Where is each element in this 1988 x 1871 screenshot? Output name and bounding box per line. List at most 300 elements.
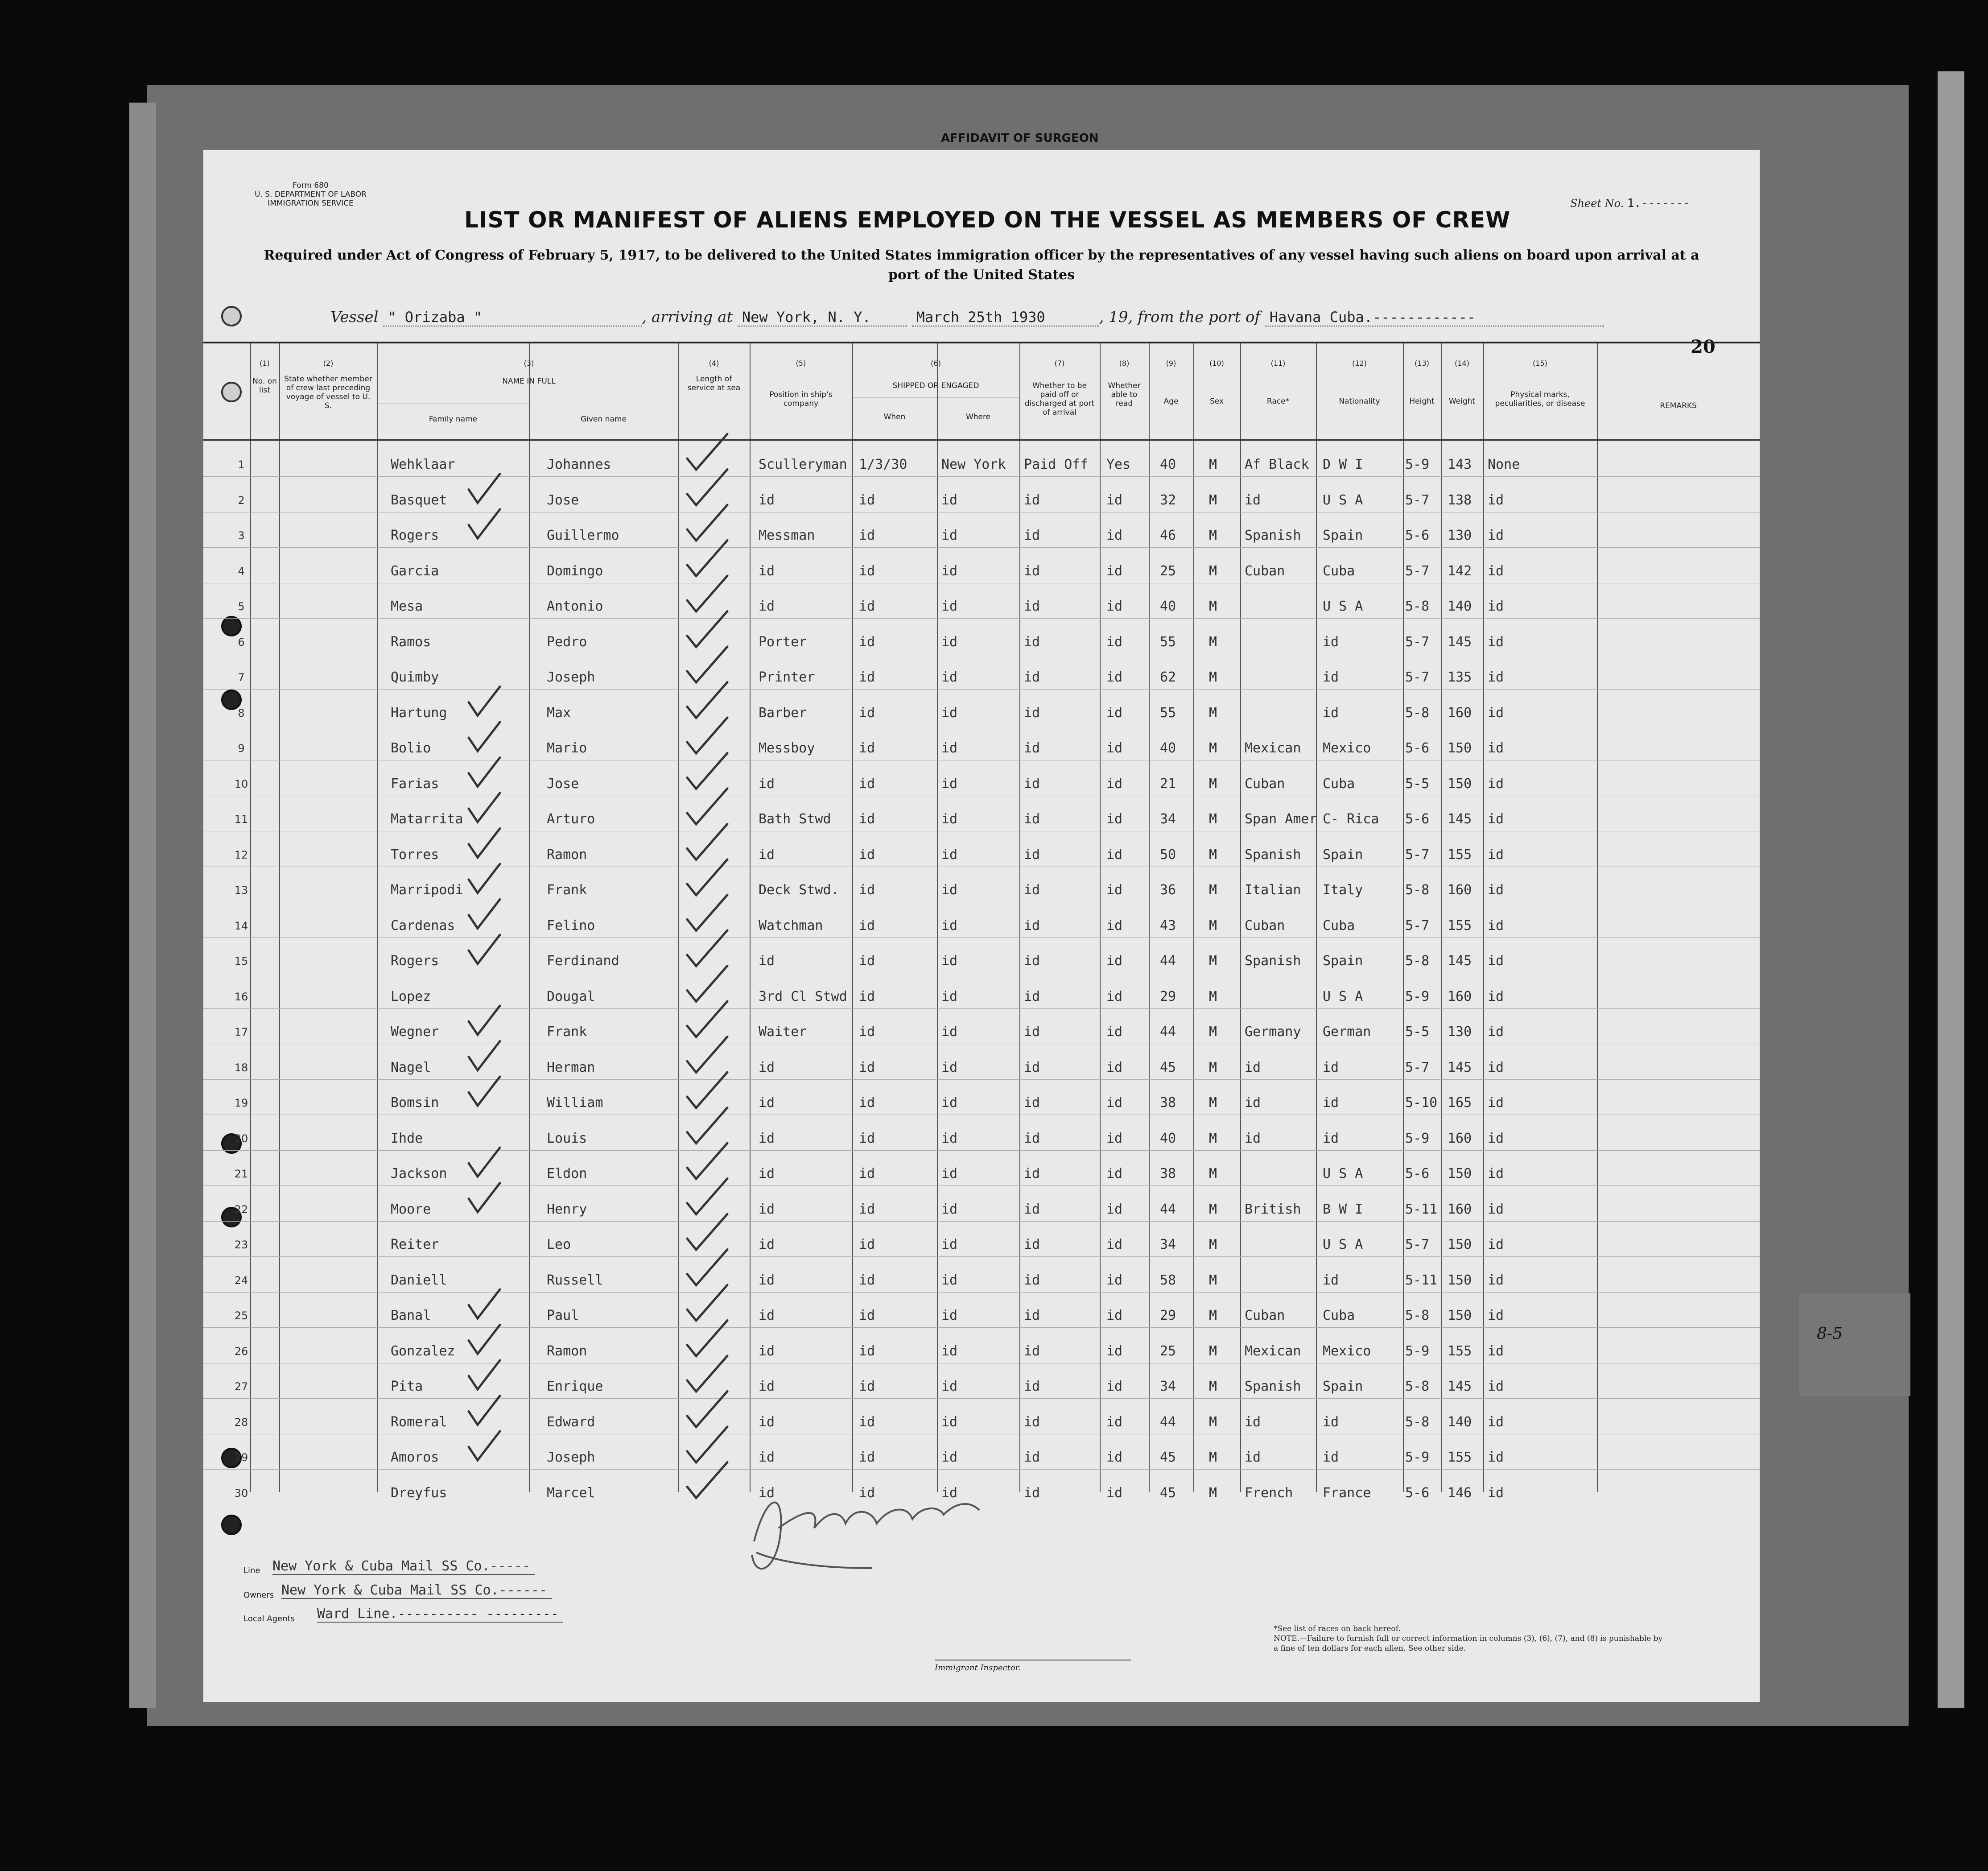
cell-paid: id bbox=[1024, 599, 1040, 614]
cell-age: 62 bbox=[1160, 669, 1176, 685]
cell-when: id bbox=[859, 1414, 875, 1430]
cell-sex: M bbox=[1209, 1450, 1217, 1465]
cell-paid: id bbox=[1024, 1237, 1040, 1252]
cell-race: id bbox=[1245, 1130, 1261, 1146]
cell-read: id bbox=[1106, 847, 1123, 863]
cell-height: 5-7 bbox=[1405, 563, 1430, 579]
cell-sex: M bbox=[1209, 882, 1217, 898]
cell-position: id bbox=[759, 1237, 775, 1252]
cell-family: Rogers bbox=[391, 528, 439, 543]
cell-given: Joseph bbox=[547, 669, 595, 685]
col-header-weight: Weight bbox=[1448, 397, 1476, 406]
cell-height: 5-7 bbox=[1405, 1059, 1430, 1075]
cell-paid: id bbox=[1024, 1166, 1040, 1181]
cell-nationality: U S A bbox=[1323, 492, 1363, 508]
cell-race: Af Black bbox=[1245, 457, 1309, 472]
cell-height: 5-7 bbox=[1405, 1237, 1430, 1252]
cell-paid: Paid Off bbox=[1024, 457, 1089, 472]
cell-when: 1/3/30 bbox=[859, 457, 907, 472]
footnote-penalty: NOTE.—Failure to furnish full or correct information in columns (3), (6), (7), and (8) is punishable by a fine of ten dollars for each alien. See other side. bbox=[1274, 1634, 1663, 1653]
cell-nationality: Cuba bbox=[1323, 776, 1355, 792]
cell-when: id bbox=[859, 1237, 875, 1252]
cell-weight: 150 bbox=[1448, 1166, 1472, 1181]
cell-sex: M bbox=[1209, 1343, 1217, 1359]
cell-when: id bbox=[859, 1059, 875, 1075]
cell-marks: id bbox=[1488, 1166, 1504, 1181]
cell-age: 29 bbox=[1160, 988, 1176, 1004]
cell-family: Garcia bbox=[391, 563, 439, 579]
col-header-name: NAME IN FULL bbox=[502, 377, 556, 386]
cell-no: 17 bbox=[234, 1026, 248, 1038]
cell-weight: 140 bbox=[1448, 599, 1472, 614]
cell-weight: 150 bbox=[1448, 1272, 1472, 1288]
cell-weight: 130 bbox=[1448, 1024, 1472, 1040]
cell-read: id bbox=[1106, 563, 1123, 579]
cell-no: 29 bbox=[234, 1451, 248, 1464]
cell-given: Jose bbox=[547, 776, 579, 792]
cell-height: 5-6 bbox=[1405, 740, 1430, 756]
cell-read: id bbox=[1106, 1414, 1123, 1430]
cell-position: Messboy bbox=[759, 740, 815, 756]
cell-position: Printer bbox=[759, 669, 815, 685]
cell-family: Ramos bbox=[391, 634, 431, 650]
cell-sex: M bbox=[1209, 811, 1217, 827]
cell-no: 22 bbox=[234, 1203, 248, 1216]
cell-weight: 145 bbox=[1448, 1379, 1472, 1394]
cell-family: Wegner bbox=[391, 1024, 439, 1040]
cell-height: 5-10 bbox=[1405, 1095, 1438, 1111]
manifest-sheet bbox=[203, 149, 1760, 1702]
cell-sex: M bbox=[1209, 1414, 1217, 1430]
cell-position: 3rd Cl Stwd bbox=[759, 988, 847, 1004]
cell-sex: M bbox=[1209, 634, 1217, 650]
cell-sex: M bbox=[1209, 740, 1217, 756]
cell-family: Farias bbox=[391, 776, 439, 792]
cell-nationality: Spain bbox=[1323, 953, 1363, 969]
cell-age: 44 bbox=[1160, 1201, 1176, 1217]
cell-when: id bbox=[859, 1130, 875, 1146]
cell-height: 5-9 bbox=[1405, 988, 1430, 1004]
col-num: (14) bbox=[1455, 359, 1469, 368]
cell-where: id bbox=[941, 634, 958, 650]
cell-height: 5-8 bbox=[1405, 882, 1430, 898]
cell-where: id bbox=[941, 1095, 958, 1111]
cell-paid: id bbox=[1024, 1024, 1040, 1040]
cell-marks: id bbox=[1488, 953, 1504, 969]
cell-position: id bbox=[759, 1450, 775, 1465]
cell-family: Daniell bbox=[391, 1272, 447, 1288]
cell-where: id bbox=[941, 563, 958, 579]
cell-age: 40 bbox=[1160, 1130, 1176, 1146]
cell-given: Herman bbox=[547, 1059, 595, 1075]
cell-family: Bomsin bbox=[391, 1095, 439, 1111]
col-num: (2) bbox=[323, 359, 334, 368]
cell-when: id bbox=[859, 1450, 875, 1465]
cell-age: 40 bbox=[1160, 599, 1176, 614]
cell-where: id bbox=[941, 1485, 958, 1501]
cell-age: 44 bbox=[1160, 1024, 1176, 1040]
table-row bbox=[203, 833, 1760, 868]
cell-read: Yes bbox=[1106, 457, 1131, 472]
cell-weight: 150 bbox=[1448, 1308, 1472, 1323]
table-row bbox=[203, 1471, 1760, 1506]
cell-family: Matarrita bbox=[391, 811, 463, 827]
cell-height: 5-9 bbox=[1405, 1343, 1430, 1359]
table-row bbox=[203, 442, 1760, 478]
cell-height: 5-8 bbox=[1405, 599, 1430, 614]
cell-marks: id bbox=[1488, 1343, 1504, 1359]
departure-port: Havana Cuba.------------ bbox=[1265, 309, 1604, 326]
cell-when: id bbox=[859, 1201, 875, 1217]
cell-sex: M bbox=[1209, 1237, 1217, 1252]
cell-where: id bbox=[941, 847, 958, 863]
cell-age: 25 bbox=[1160, 563, 1176, 579]
cell-no: 20 bbox=[234, 1132, 248, 1145]
row-rule bbox=[203, 547, 1760, 548]
table-row bbox=[203, 1081, 1760, 1116]
cell-sex: M bbox=[1209, 988, 1217, 1004]
cell-position: Waiter bbox=[759, 1024, 807, 1040]
cell-where: id bbox=[941, 669, 958, 685]
col-header-previous-voyage: State whether member of crew last preceding voyage of vessel to U. S. bbox=[284, 375, 372, 410]
cell-position: id bbox=[759, 1201, 775, 1217]
cell-sex: M bbox=[1209, 1130, 1217, 1146]
cell-family: Lopez bbox=[391, 988, 431, 1004]
cell-position: Barber bbox=[759, 705, 807, 721]
cell-height: 5-6 bbox=[1405, 811, 1430, 827]
cell-when: id bbox=[859, 882, 875, 898]
cell-paid: id bbox=[1024, 917, 1040, 933]
cell-given: Frank bbox=[547, 1024, 587, 1040]
cell-paid: id bbox=[1024, 563, 1040, 579]
cell-position: id bbox=[759, 776, 775, 792]
table-row bbox=[203, 549, 1760, 584]
cell-no: 6 bbox=[238, 636, 245, 648]
cell-when: id bbox=[859, 1308, 875, 1323]
cell-read: id bbox=[1106, 705, 1123, 721]
table-row bbox=[203, 1400, 1760, 1435]
cell-nationality: U S A bbox=[1323, 1166, 1363, 1181]
cell-height: 5-8 bbox=[1405, 1308, 1430, 1323]
cell-age: 25 bbox=[1160, 1343, 1176, 1359]
cell-paid: id bbox=[1024, 988, 1040, 1004]
row-rule bbox=[203, 1008, 1760, 1009]
cell-no: 25 bbox=[234, 1309, 248, 1322]
col-num: (11) bbox=[1270, 359, 1286, 368]
cell-weight: 150 bbox=[1448, 776, 1472, 792]
from-label: , from the port of bbox=[1128, 308, 1261, 326]
cell-height: 5-6 bbox=[1405, 528, 1430, 543]
cell-where: id bbox=[941, 492, 958, 508]
cell-marks: id bbox=[1488, 563, 1504, 579]
cell-marks: id bbox=[1488, 1095, 1504, 1111]
col-num: (1) bbox=[260, 359, 270, 368]
cell-no: 7 bbox=[238, 671, 245, 684]
cell-when: id bbox=[859, 563, 875, 579]
table-row bbox=[203, 939, 1760, 974]
cell-read: id bbox=[1106, 740, 1123, 756]
table-row bbox=[203, 726, 1760, 761]
cell-where: id bbox=[941, 1024, 958, 1040]
cell-race: Cuban bbox=[1245, 917, 1285, 933]
table-row bbox=[203, 1364, 1760, 1400]
col-num: (12) bbox=[1352, 359, 1367, 368]
cell-age: 55 bbox=[1160, 634, 1176, 650]
cell-where: id bbox=[941, 917, 958, 933]
cell-read: id bbox=[1106, 953, 1123, 969]
cell-no: 11 bbox=[234, 813, 248, 826]
col-num: (3) bbox=[524, 359, 534, 368]
sheet-number-label: Sheet No. bbox=[1570, 197, 1624, 210]
cell-given: Eldon bbox=[547, 1166, 587, 1181]
cell-sex: M bbox=[1209, 1059, 1217, 1075]
cell-sex: M bbox=[1209, 1166, 1217, 1181]
cell-weight: 160 bbox=[1448, 1201, 1472, 1217]
cell-age: 36 bbox=[1160, 882, 1176, 898]
table-row bbox=[203, 904, 1760, 939]
cell-read: id bbox=[1106, 1095, 1123, 1111]
cell-paid: id bbox=[1024, 1485, 1040, 1501]
cell-age: 21 bbox=[1160, 776, 1176, 792]
cell-marks: id bbox=[1488, 882, 1504, 898]
cell-read: id bbox=[1106, 1201, 1123, 1217]
cell-paid: id bbox=[1024, 1272, 1040, 1288]
backing-right-edge bbox=[1938, 71, 1964, 1708]
cell-height: 5-9 bbox=[1405, 1450, 1430, 1465]
table-row bbox=[203, 478, 1760, 513]
cell-weight: 145 bbox=[1448, 811, 1472, 827]
cell-position: Watchman bbox=[759, 917, 823, 933]
cell-weight: 143 bbox=[1448, 457, 1472, 472]
table-row bbox=[203, 797, 1760, 832]
row-rule bbox=[203, 618, 1760, 619]
cell-sex: M bbox=[1209, 1308, 1217, 1323]
cell-age: 58 bbox=[1160, 1272, 1176, 1288]
cell-paid: id bbox=[1024, 776, 1040, 792]
cell-nationality: Mexico bbox=[1323, 740, 1371, 756]
cell-when: id bbox=[859, 528, 875, 543]
cell-nationality: Cuba bbox=[1323, 563, 1355, 579]
owners-label: Owners bbox=[243, 1590, 274, 1600]
cell-paid: id bbox=[1024, 1308, 1040, 1323]
cell-no: 23 bbox=[234, 1239, 248, 1251]
cell-nationality: Spain bbox=[1323, 1379, 1363, 1394]
cell-no: 15 bbox=[234, 955, 248, 967]
cell-paid: id bbox=[1024, 740, 1040, 756]
cell-height: 5-9 bbox=[1405, 457, 1430, 472]
cell-where: id bbox=[941, 1308, 958, 1323]
crew-table bbox=[203, 342, 1760, 1501]
cell-age: 44 bbox=[1160, 953, 1176, 969]
cell-height: 5-9 bbox=[1405, 1130, 1430, 1146]
cell-marks: id bbox=[1488, 847, 1504, 863]
vessel-name: " Orizaba " bbox=[383, 309, 642, 326]
cell-nationality: C- Rica bbox=[1323, 811, 1379, 827]
cell-age: 34 bbox=[1160, 1379, 1176, 1394]
cell-family: Reiter bbox=[391, 1237, 439, 1252]
cell-when: id bbox=[859, 1343, 875, 1359]
cell-family: Jackson bbox=[391, 1166, 447, 1181]
cell-age: 38 bbox=[1160, 1166, 1176, 1181]
cell-position: id bbox=[759, 1130, 775, 1146]
cell-paid: id bbox=[1024, 1379, 1040, 1394]
cell-family: Pita bbox=[391, 1379, 423, 1394]
cell-sex: M bbox=[1209, 917, 1217, 933]
cell-weight: 155 bbox=[1448, 1343, 1472, 1359]
cell-weight: 140 bbox=[1448, 1414, 1472, 1430]
cell-age: 34 bbox=[1160, 1237, 1176, 1252]
col-num: (13) bbox=[1415, 359, 1429, 368]
punch-hole bbox=[221, 306, 242, 326]
cell-position: id bbox=[759, 1379, 775, 1394]
cell-family: Cardenas bbox=[391, 917, 455, 933]
col-header-age: Age bbox=[1163, 397, 1179, 406]
cell-weight: 138 bbox=[1448, 492, 1472, 508]
cell-read: id bbox=[1106, 1343, 1123, 1359]
cell-read: id bbox=[1106, 917, 1123, 933]
cell-family: Wehklaar bbox=[391, 457, 455, 472]
cell-where: id bbox=[941, 953, 958, 969]
table-row bbox=[203, 1187, 1760, 1223]
cell-weight: 155 bbox=[1448, 1450, 1472, 1465]
cell-sex: M bbox=[1209, 1095, 1217, 1111]
cell-age: 38 bbox=[1160, 1095, 1176, 1111]
cell-position: Bath Stwd bbox=[759, 811, 831, 827]
cell-when: id bbox=[859, 776, 875, 792]
cell-nationality: Mexico bbox=[1323, 1343, 1371, 1359]
cell-where: id bbox=[941, 599, 958, 614]
cell-age: 45 bbox=[1160, 1485, 1176, 1501]
cell-nationality: France bbox=[1323, 1485, 1371, 1501]
cell-no: 18 bbox=[234, 1061, 248, 1074]
cell-read: id bbox=[1106, 882, 1123, 898]
col-num: (5) bbox=[796, 359, 806, 368]
cell-no: 9 bbox=[238, 742, 245, 755]
col-header-service-length: Length of service at sea bbox=[687, 375, 741, 392]
cell-marks: id bbox=[1488, 1485, 1504, 1501]
cell-position: id bbox=[759, 1272, 775, 1288]
cell-read: id bbox=[1106, 988, 1123, 1004]
cell-position: id bbox=[759, 1166, 775, 1181]
cell-given: William bbox=[547, 1095, 603, 1111]
cell-marks: id bbox=[1488, 669, 1504, 685]
side-strip bbox=[1799, 1293, 1910, 1396]
cell-where: New York bbox=[941, 457, 1006, 472]
cell-paid: id bbox=[1024, 1414, 1040, 1430]
cell-read: id bbox=[1106, 1450, 1123, 1465]
cell-given: Paul bbox=[547, 1308, 579, 1323]
cell-sex: M bbox=[1209, 1201, 1217, 1217]
cell-when: id bbox=[859, 1166, 875, 1181]
inspector-label: Immigrant Inspector. bbox=[935, 1660, 1131, 1673]
cell-given: Guillermo bbox=[547, 528, 619, 543]
cell-when: id bbox=[859, 1095, 875, 1111]
cell-position: id bbox=[759, 1343, 775, 1359]
cell-read: id bbox=[1106, 492, 1123, 508]
cell-when: id bbox=[859, 492, 875, 508]
cell-race: id bbox=[1245, 492, 1261, 508]
cell-family: Hartung bbox=[391, 705, 447, 721]
cell-family: Dreyfus bbox=[391, 1485, 447, 1501]
cell-marks: id bbox=[1488, 528, 1504, 543]
cell-where: id bbox=[941, 1059, 958, 1075]
cell-race: British bbox=[1245, 1201, 1301, 1217]
cell-when: id bbox=[859, 669, 875, 685]
cell-no: 14 bbox=[234, 919, 248, 932]
cell-nationality: Spain bbox=[1323, 847, 1363, 863]
cell-where: id bbox=[941, 811, 958, 827]
cell-position: id bbox=[759, 1308, 775, 1323]
banner-affidavit: AFFIDAVIT OF SURGEON bbox=[941, 132, 1099, 145]
cell-family: Gonzalez bbox=[391, 1343, 455, 1359]
cell-where: id bbox=[941, 776, 958, 792]
cell-read: id bbox=[1106, 1308, 1123, 1323]
cell-race: Mexican bbox=[1245, 740, 1301, 756]
col-header-race: Race* bbox=[1266, 397, 1290, 406]
cell-weight: 155 bbox=[1448, 917, 1472, 933]
cell-read: id bbox=[1106, 1024, 1123, 1040]
cell-age: 40 bbox=[1160, 740, 1176, 756]
cell-height: 5-5 bbox=[1405, 776, 1430, 792]
cell-marks: id bbox=[1488, 811, 1504, 827]
table-row bbox=[203, 762, 1760, 797]
cell-nationality: Spain bbox=[1323, 528, 1363, 543]
cell-sex: M bbox=[1209, 492, 1217, 508]
cell-nationality: B W I bbox=[1323, 1201, 1363, 1217]
cell-weight: 160 bbox=[1448, 882, 1472, 898]
col-header-physical-marks: Physical marks, peculiarities, or disease bbox=[1495, 390, 1585, 408]
cell-given: Ramon bbox=[547, 847, 587, 863]
form-number bbox=[255, 181, 367, 208]
cell-race: Cuban bbox=[1245, 1308, 1285, 1323]
cell-family: Mesa bbox=[391, 599, 423, 614]
cell-weight: 145 bbox=[1448, 634, 1472, 650]
agents-label: Local Agents bbox=[243, 1614, 295, 1623]
cell-given: Jose bbox=[547, 492, 579, 508]
cell-given: Antonio bbox=[547, 599, 603, 614]
cell-weight: 150 bbox=[1448, 740, 1472, 756]
cell-marks: id bbox=[1488, 599, 1504, 614]
col-header-when: When bbox=[883, 413, 906, 421]
cell-nationality: id bbox=[1323, 1414, 1339, 1430]
col-header-paid-off: Whether to be paid off or discharged at port of arrival bbox=[1024, 381, 1095, 417]
cell-position: Deck Stwd. bbox=[759, 882, 839, 898]
table-row bbox=[203, 584, 1760, 620]
cell-age: 50 bbox=[1160, 847, 1176, 863]
cell-height: 5-7 bbox=[1405, 669, 1430, 685]
owners-value: New York & Cuba Mail SS Co.------ bbox=[281, 1582, 552, 1599]
col-header-given-name: Given name bbox=[581, 415, 627, 424]
cell-age: 32 bbox=[1160, 492, 1176, 508]
col-num: (8) bbox=[1119, 359, 1130, 368]
cell-paid: id bbox=[1024, 669, 1040, 685]
cell-given: Felino bbox=[547, 917, 595, 933]
cell-race: Cuban bbox=[1245, 563, 1285, 579]
footnote-races: *See list of races on back hereof. bbox=[1274, 1624, 1401, 1633]
cell-family: Moore bbox=[391, 1201, 431, 1217]
cell-position: id bbox=[759, 599, 775, 614]
cell-nationality: id bbox=[1323, 705, 1339, 721]
cell-when: id bbox=[859, 599, 875, 614]
cell-where: id bbox=[941, 1414, 958, 1430]
col-header-position: Position in ship's company bbox=[769, 390, 833, 408]
cell-sex: M bbox=[1209, 847, 1217, 863]
col-num: (15) bbox=[1533, 359, 1547, 368]
cell-marks: id bbox=[1488, 988, 1504, 1004]
cell-height: 5-7 bbox=[1405, 492, 1430, 508]
cell-when: id bbox=[859, 1024, 875, 1040]
cell-given: Marcel bbox=[547, 1485, 595, 1501]
